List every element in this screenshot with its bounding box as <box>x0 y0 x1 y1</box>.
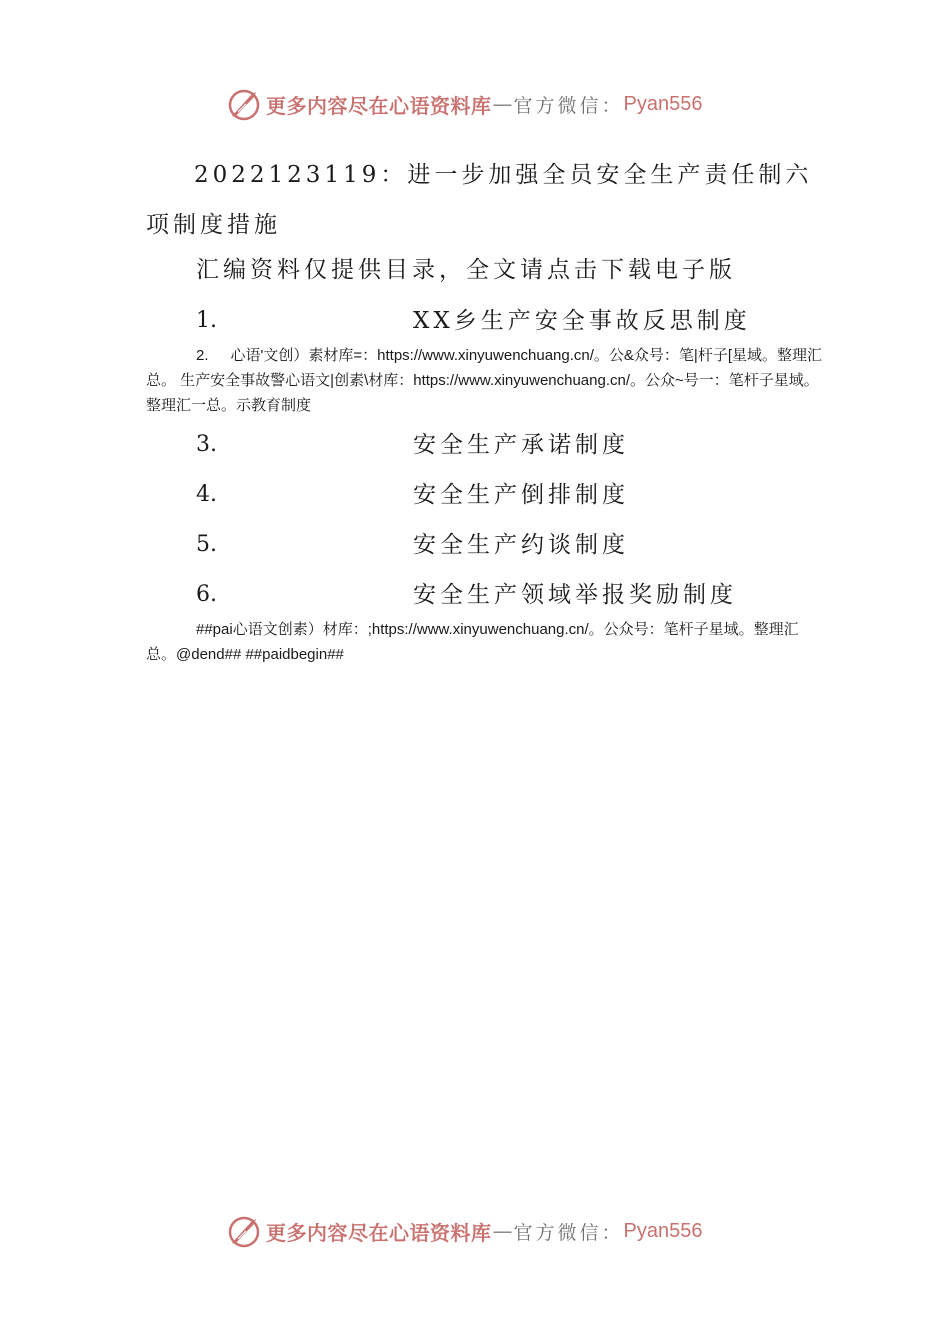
item-number: 4. <box>196 482 217 507</box>
footer-banner[interactable] <box>226 1211 702 1251</box>
note-text: 心语'文创）素材库=：https://www.xinyuwenchuang.cn/。公&众号：笔|杆子[星域。整理汇总。 生产安全事故警心语文|创素\材库：https://www.xinyuwenchuang.cn/。公众~号一：笔杆子星域。整理汇一总。示教育制度 <box>146 347 822 414</box>
item-number: 3. <box>196 432 217 457</box>
quill-pen-logo-icon <box>226 86 262 122</box>
list-item: 安全生产承诺制度 <box>413 432 629 458</box>
banner-label: 官方微信： <box>513 1221 624 1244</box>
banner-label: 官方微信： <box>513 94 624 117</box>
intro-line: 汇编资料仅提供目录，全文请点击下载电子版 <box>196 257 736 283</box>
item-number: 1. <box>196 308 217 333</box>
item-number: 5. <box>196 532 217 557</box>
banner-wechat-id: Pyan556 <box>623 92 703 115</box>
footer-note: ##pai心语文创素）材库：;https://www.xinyuwenchuang.cn/。公众号：笔杆子星域。整理汇总。@dend## ##paidbegin## <box>146 621 799 663</box>
banner-text: 更多内容尽在心语资料库 <box>266 1220 492 1245</box>
banner-text: 更多内容尽在心语资料库 <box>266 93 492 118</box>
list-item: 安全生产领域举报奖励制度 <box>413 582 737 608</box>
banner-dash: — <box>492 1219 513 1243</box>
document-title: 2022123119：进一步加强全员安全生产责任制六项制度措施 <box>146 162 813 238</box>
banner-dash: — <box>492 92 513 116</box>
item-number: 6. <box>196 582 217 607</box>
header-banner[interactable] <box>226 84 702 124</box>
list-item: 安全生产倒排制度 <box>413 482 629 508</box>
banner-wechat-id: Pyan556 <box>623 1219 703 1242</box>
quill-pen-logo-icon <box>226 1213 262 1249</box>
note-paragraph <box>146 343 826 418</box>
item-number: 2. <box>196 347 209 364</box>
list-item: XX乡生产安全事故反思制度 <box>413 308 751 334</box>
list-item: 安全生产约谈制度 <box>413 532 629 558</box>
